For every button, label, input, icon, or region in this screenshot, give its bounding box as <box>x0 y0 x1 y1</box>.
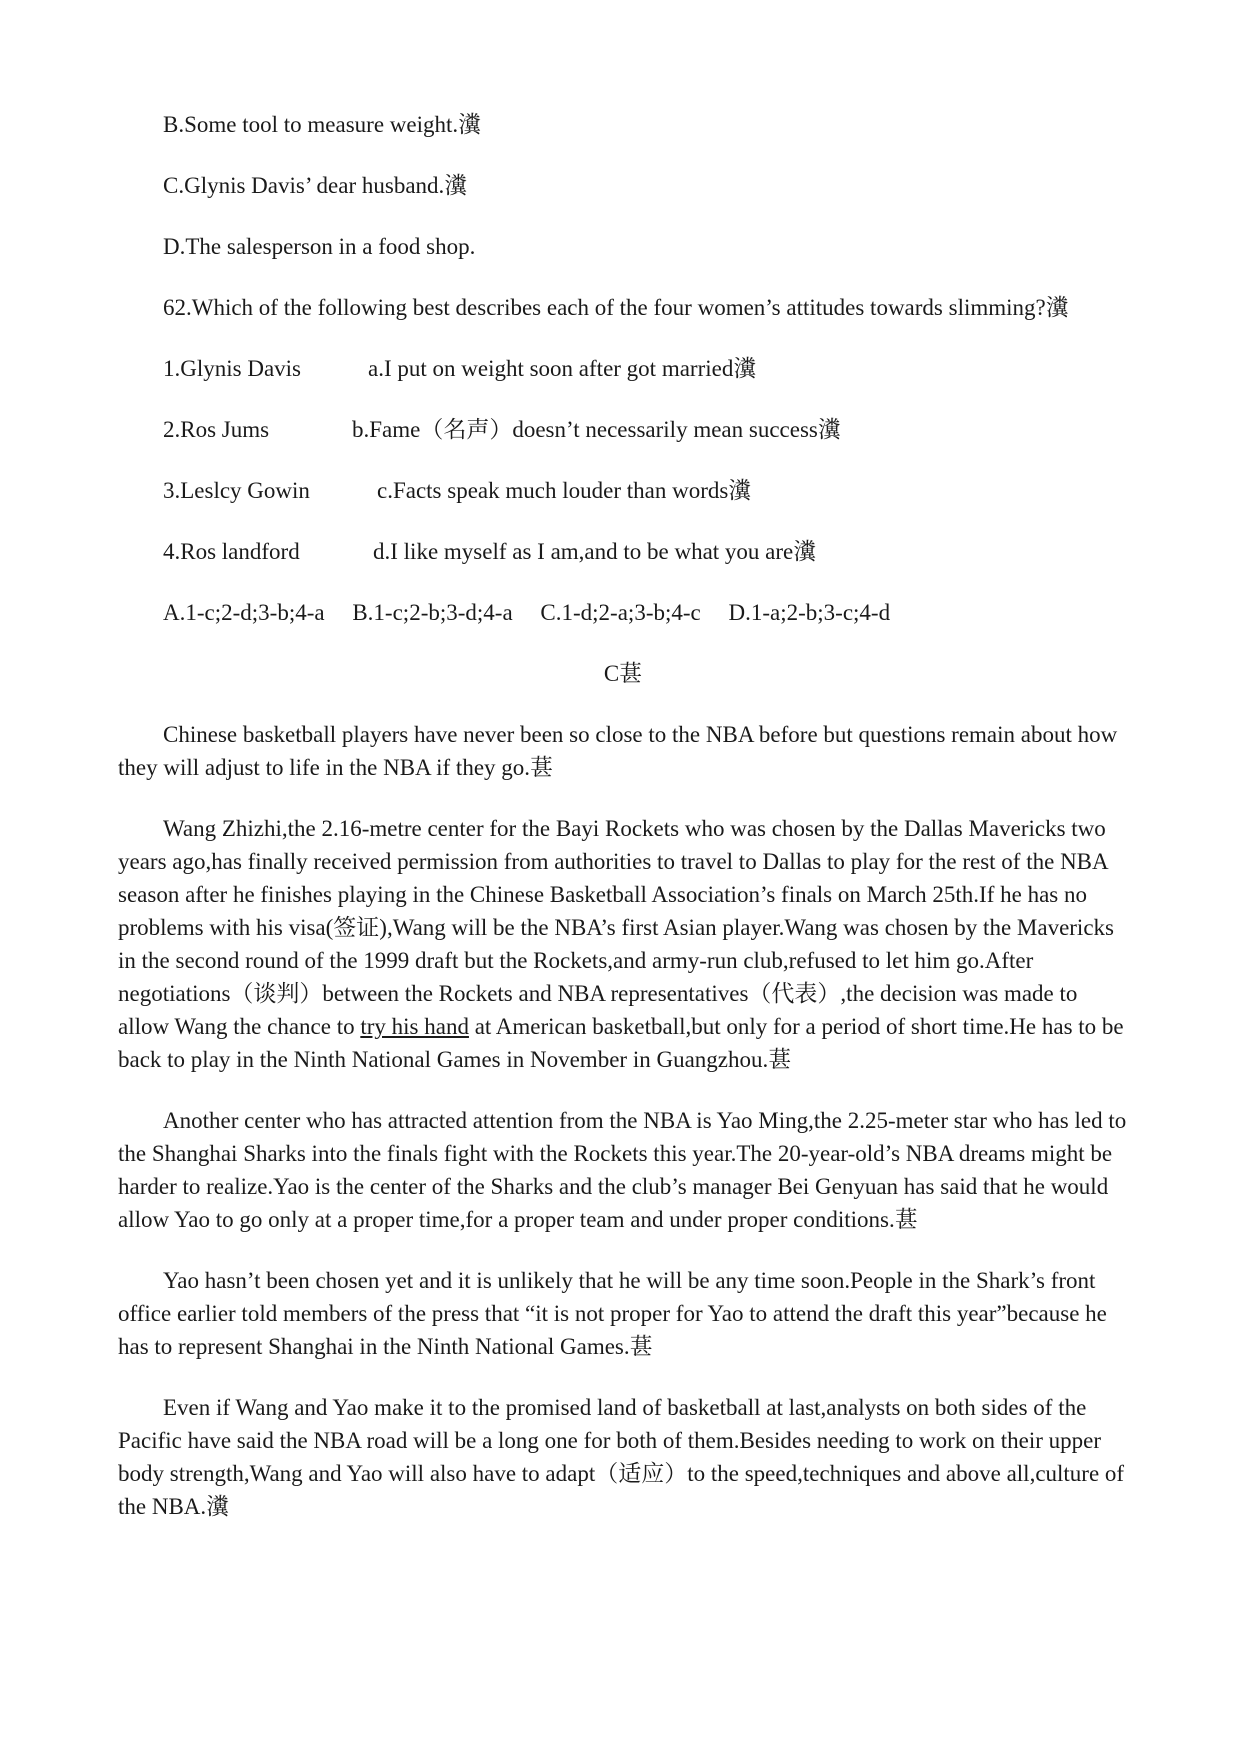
answer-choices <box>118 596 1128 629</box>
document-page <box>118 108 1128 1551</box>
option-d: D.The salesperson in a food shop. <box>163 234 476 259</box>
underlined-phrase: try his hand <box>360 1014 469 1039</box>
match-row-3 <box>118 474 1128 507</box>
paragraph-2-text-b: at American basketball,but only for a period of short time.He has to be back to play in the Ninth National Games in November in Guangzhou.葚 <box>118 1014 1124 1072</box>
paragraph-2 <box>118 812 1128 1076</box>
paragraph-4: Yao hasn’t been chosen yet and it is unlikely that he will be any time soon.People in the Shark’s front office earlier told members of the press that “it is not proper for Yao to attend the draft this year”because he has to represent Shanghai in the Ninth National Games.葚 <box>118 1268 1107 1359</box>
choice-b: B.1-c;2-b;3-d;4-a <box>352 600 513 625</box>
person-name: 3.Leslcy Gowin <box>163 478 310 503</box>
match-row-2 <box>118 413 1128 446</box>
option-b: B.Some tool to measure weight.瀵 <box>163 112 482 137</box>
section-title: C葚 <box>603 661 643 686</box>
person-name: 4.Ros landford <box>163 539 300 564</box>
question-62: 62.Which of the following best describes each of the four women’s attitudes towards slimming?瀵 <box>163 295 1069 320</box>
choice-c: C.1-d;2-a;3-b;4-c <box>540 600 701 625</box>
paragraph-1: Chinese basketball players have never been so close to the NBA before but questions remain about how they will adjust to life in the NBA if they go.葚 <box>118 722 1118 780</box>
paragraph-5: Even if Wang and Yao make it to the promised land of basketball at last,analysts on both sides of the Pacific have said the NBA road will be a long one for both of them.Besides needing to work on their upper body strength,Wang and Yao will also have to adapt（适应）to the speed,techniques and above all,culture of the NBA.瀵 <box>118 1395 1125 1519</box>
person-name: 2.Ros Jums <box>163 417 270 442</box>
attitude-desc: a.I put on weight soon after got married瀵 <box>368 356 757 381</box>
paragraph-3: Another center who has attracted attention from the NBA is Yao Ming,the 2.25-meter star who has led to the Shanghai Sharks into the finals fight with the Rockets this year.The 20-year-old’s NBA dreams might be harder to realize.Yao is the center of the Sharks and the club’s manager Bei Genyuan has said that he would allow Yao to go only at a proper time,for a proper team and under proper conditions.葚 <box>118 1108 1127 1232</box>
match-row-1 <box>118 352 1128 385</box>
attitude-desc: d.I like myself as I am,and to be what you are瀵 <box>373 539 817 564</box>
person-name: 1.Glynis Davis <box>163 356 301 381</box>
choice-a: A.1-c;2-d;3-b;4-a <box>163 600 325 625</box>
choice-d: D.1-a;2-b;3-c;4-d <box>728 600 891 625</box>
match-row-4 <box>118 535 1128 568</box>
option-c: C.Glynis Davis’ dear husband.瀵 <box>163 173 468 198</box>
paragraph-2-text-a: Wang Zhizhi,the 2.16-metre center for the Bayi Rockets who was chosen by the Dallas Mavericks two years ago,has finally received permission from authorities to travel to Dallas to play for the rest of the NBA season after he finishes playing in the Chinese Basketball Association’s finals on March 25th.If he has no problems with his visa(签证),Wang will be the NBA’s first Asian player.Wang was chosen by the Mavericks in the second round of the 1999 draft but the Rockets,and army-run club,refused to let him go.After negotiations（谈判）between the Rockets and NBA representatives（代表）,the decision was made to allow Wang the chance to <box>118 816 1114 1039</box>
attitude-desc: c.Facts speak much louder than words瀵 <box>377 478 752 503</box>
attitude-desc: b.Fame（名声）doesn’t necessarily mean success瀵 <box>352 417 841 442</box>
